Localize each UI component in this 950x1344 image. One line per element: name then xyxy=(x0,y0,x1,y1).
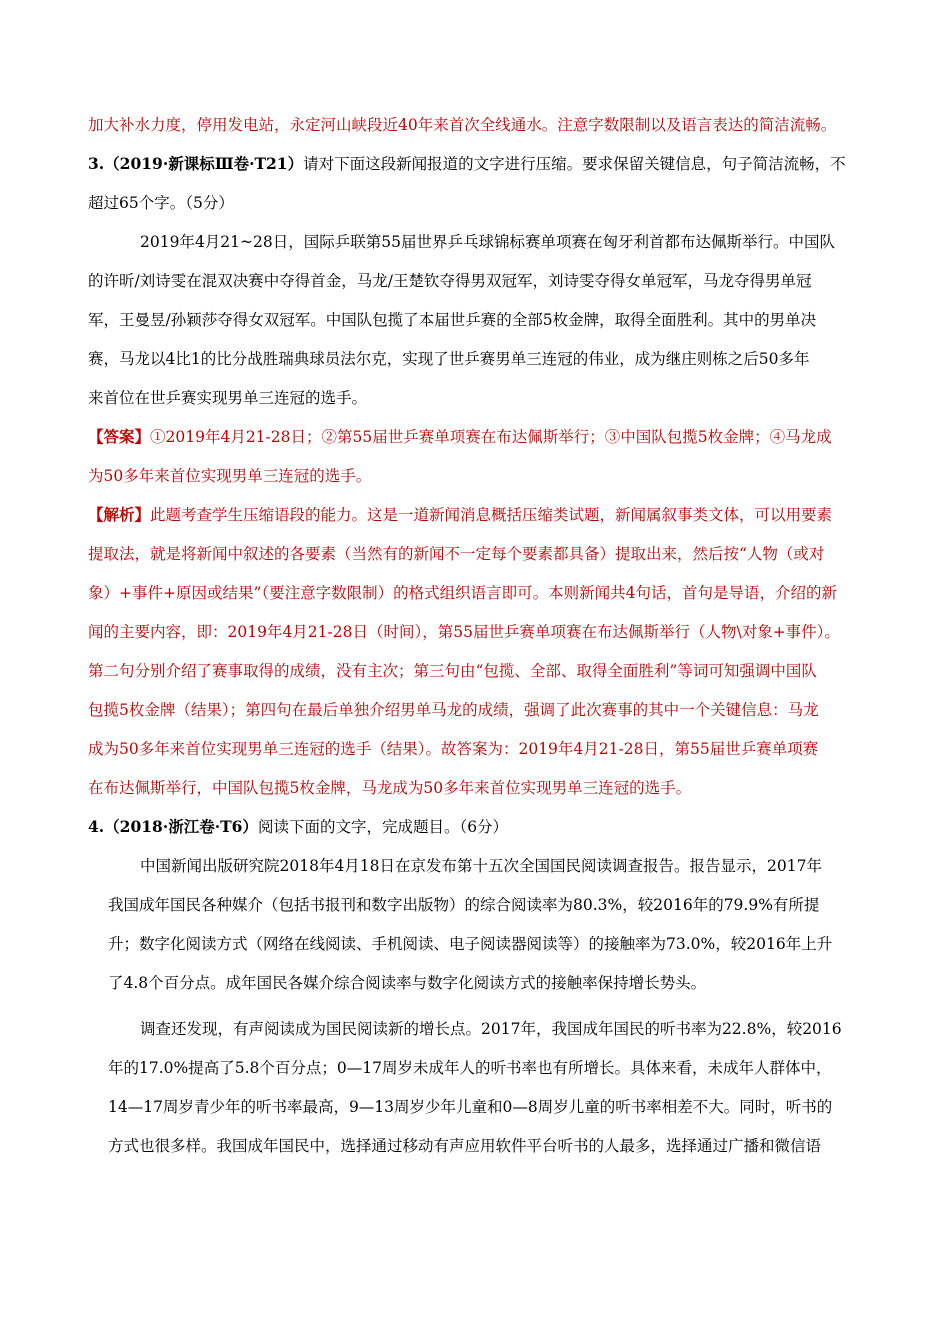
reading-passage-line: 方式也很多样。我国成年国民中，选择通过移动有声应用软件平台听书的人最多，选择通过广播和微信语 xyxy=(108,1137,822,1155)
reading-passage-line: 中国新闻出版研究院2018年4月18日在京发布第十五次全国国民阅读调查报告。报告显示，2017年 xyxy=(140,857,822,875)
news-passage-line: 2019年4月21~28日，国际乒联第55届世界乒乓球锦标赛单项赛在匈牙利首都布达佩斯举行。中国队 xyxy=(140,233,835,251)
question-3-prompt: 请对下面这段新闻报道的文字进行压缩。要求保留关键信息，句子简洁流畅，不 xyxy=(303,155,846,173)
analysis-text: 此题考查学生压缩语段的能力。这是一道新闻消息概括压缩类试题，新闻属叙事类文体，可以用要素 xyxy=(150,506,833,524)
analysis-label: 【解析】 xyxy=(88,505,151,524)
news-passage-line: 赛，马龙以4比1的比分战胜瑞典球员法尔克，实现了世乒赛男单三连冠的伟业，成为继庄则栋之后50多年 xyxy=(88,350,810,368)
question-4-prompt: 阅读下面的文字，完成题目。（6分） xyxy=(257,818,509,836)
answer-line-cont: 为50多年来首位实现男单三连冠的选手。 xyxy=(88,467,372,485)
question-4-line xyxy=(88,816,508,838)
analysis-continued-line: 加大补水力度，停用发电站，永定河山峡段近40年来首次全线通水。注意字数限制以及语言表达的简洁流畅。 xyxy=(88,116,837,134)
reading-passage-line: 年的17.0%提高了5.8个百分点；0—17周岁未成年人的听书率也有所增长。具体来看，未成年人群体中， xyxy=(108,1059,832,1077)
reading-passage-line: 我国成年国民各种媒介（包括书报刊和数字出版物）的综合阅读率为80.3%，较2016年的79.9%有所提 xyxy=(108,896,820,914)
reading-passage-line: 了4.8个百分点。成年国民各媒介综合阅读率与数字化阅读方式的接触率保持增长势头。 xyxy=(108,974,707,992)
answer-line xyxy=(88,426,832,448)
news-passage-line: 军，王曼昱/孙颖莎夺得女双冠军。中国队包揽了本届世乒赛的全部5枚金牌，取得全面胜利。其中的男单决 xyxy=(88,311,817,329)
reading-passage-line: 升；数字化阅读方式（网络在线阅读、手机阅读、电子阅读器阅读等）的接触率为73.0%，较2016年上升 xyxy=(108,935,833,953)
analysis-line-cont: 第二句分别介绍了赛事取得的成绩，没有主次；第三句由“包揽、全部、取得全面胜利”等词可知强调中国队 xyxy=(88,662,817,680)
analysis-line-cont: 包揽5枚金牌（结果）；第四句在最后单独介绍男单马龙的成绩，强调了此次赛事的其中一个关键信息：马龙 xyxy=(88,701,819,719)
analysis-line xyxy=(88,504,832,526)
news-passage-line: 来首位在世乒赛实现男单三连冠的选手。 xyxy=(88,389,368,407)
question-3-prompt-cont: 超过65个字。（5分） xyxy=(88,194,234,212)
reading-passage-line: 14—17周岁青少年的听书率最高，9—13周岁少年儿童和0—8周岁儿童的听书率相差不大。同时，听书的 xyxy=(108,1098,833,1116)
question-3-line xyxy=(88,153,846,175)
reading-passage-line: 调查还发现，有声阅读成为国民阅读新的增长点。2017年，我国成年国民的听书率为22.8%，较2016 xyxy=(140,1020,842,1038)
question-3-number: 3.（2019·新课标Ⅲ卷·T21） xyxy=(88,154,304,173)
analysis-line-cont: 象）+事件+原因或结果”（要注意字数限制）的格式组织语言即可。本则新闻共4句话，首句是导语，介绍的新 xyxy=(88,584,838,602)
answer-label: 【答案】 xyxy=(88,427,151,446)
answer-text: ①2019年4月21-28日；②第55届世乒赛单项赛在布达佩斯举行；③中国队包揽5枚金牌；④马龙成 xyxy=(150,428,832,446)
analysis-line-cont: 在布达佩斯举行，中国队包揽5枚金牌，马龙成为50多年来首位实现男单三连冠的选手。 xyxy=(88,779,692,797)
analysis-line-cont: 提取法，就是将新闻中叙述的各要素（当然有的新闻不一定每个要素都具备）提取出来，然后按“人物（或对 xyxy=(88,545,825,563)
question-4-number: 4.（2018·浙江卷·T6） xyxy=(88,817,258,836)
analysis-line-cont: 成为50多年来首位实现男单三连冠的选手（结果）。故答案为：2019年4月21-28日，第55届世乒赛单项赛 xyxy=(88,740,819,758)
analysis-line-cont: 闻的主要内容，即：2019年4月21-28日（时间），第55届世乒赛单项赛在布达佩斯举行（人物\对象+事件）。 xyxy=(88,623,840,641)
news-passage-line: 的许昕/刘诗雯在混双决赛中夺得首金，马龙/王楚钦夺得男双冠军，刘诗雯夺得女单冠军，马龙夺得男单冠 xyxy=(88,272,812,290)
